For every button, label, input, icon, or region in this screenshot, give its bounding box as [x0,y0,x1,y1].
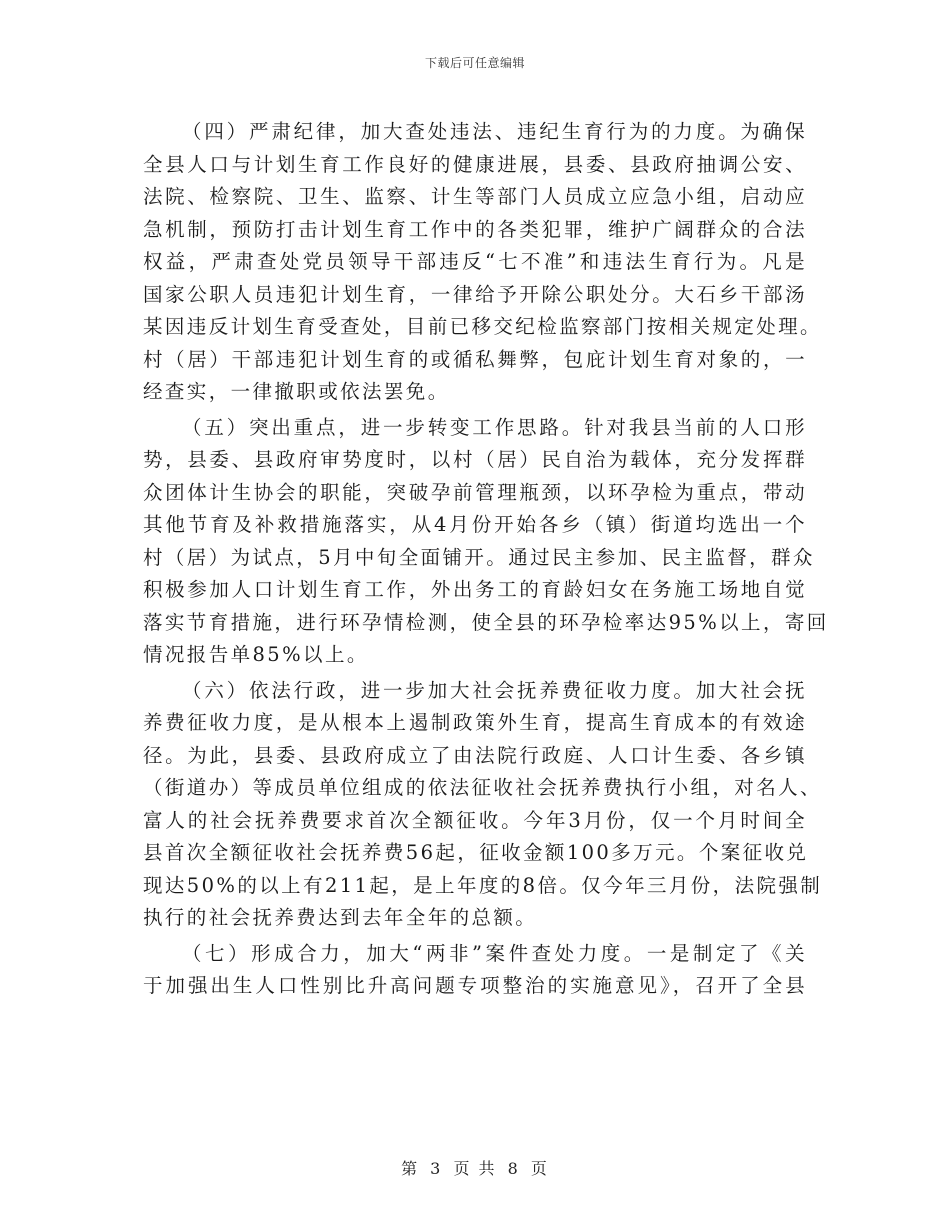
text-line: 县首次全额征收社会抚养费56起，征收金额100多万元。个案征收兑 [143,841,809,864]
total-pages: 8 [507,1159,520,1178]
text-line: （七）形成合力，加大“两非”案件查处力度。一是制定了《关 [182,941,807,965]
text-line: 村（居）干部违犯计划生育的或循私舞弊，包庇计划生育对象的，一 [143,347,807,371]
paragraph-5 [143,412,829,675]
text-line: 积极参加人口计划生育工作，外出务工的育龄妇女在务施工场地自觉 [143,578,807,601]
text-line: 情况报告单85%以上。 [143,643,369,666]
document-body [143,116,829,1006]
text-line: 国家公职人员违犯计划生育，一律给予开除公职处分。大石乡干部汤 [143,282,807,306]
text-line: 法院、检察院、卫生、监察、计生等部门人员成立应急小组，启动应 [143,185,807,208]
text-line: 富人的社会抚养费要求首次全额征收。今年3月份，仅一个月时间全 [143,808,807,832]
text-line: 其他节育及补救措施落实，从4月份开始各乡（镇）街道均选出一个 [143,513,807,536]
text-line: 某因违反计划生育受查处，目前已移交纪检监察部门按相关规定处理。 [143,315,822,338]
footer-suffix: 页 [530,1159,549,1178]
text-line: （街道办）等成员单位组成的依法征收社会抚养费执行小组，对名人、 [143,776,822,799]
footer-mid: 页 共 [453,1159,497,1178]
footer-prefix: 第 [401,1159,420,1178]
page-footer [0,1156,950,1179]
text-line: 径。为此，县委、县政府成立了由法院行政庭、人口计生委、各乡镇 [143,743,807,767]
text-line: 众团体计生协会的职能，突破孕前管理瓶颈，以环孕检为重点，带动 [143,480,807,504]
paragraph-4 [143,116,822,412]
text-line: 执行的社会抚养费达到去年全年的总额。 [143,906,538,929]
paragraph-6 [143,675,823,938]
text-line: 势，县委、县政府审势度时，以村（居）民自治为载体，充分发挥群 [143,448,807,471]
text-line: 急机制，预防打击计划生育工作中的各类犯罪，维护广阔群众的合法 [143,217,807,241]
text-line: 经查实，一律撤职或依法罢免。 [143,380,450,403]
text-line: 于加强出生人口性别比升高问题专项整治的实施意见》，召开了全县 [143,974,807,997]
text-line: 全县人口与计划生育工作良好的健康进展，县委、县政府抽调公安、 [143,152,807,176]
text-line: 养费征收力度，是从根本上遏制政策外生育，提高生育成本的有效途 [143,711,807,734]
text-line: （五）突出重点，进一步转变工作思路。针对我县当前的人口形 [182,415,807,439]
text-line: 村（居）为试点，5月中旬全面铺开。通过民主参加、民主监督，群众 [143,545,815,569]
text-line: （六）依法行政，进一步加大社会抚养费征收力度。加大社会抚 [182,678,807,702]
text-line: 权益，严肃查处党员领导干部违反“七不准”和违法生育行为。凡是 [143,250,807,273]
page-number: 3 [430,1159,443,1178]
text-line: 现达50%的以上有211起，是上年度的8倍。仅今年三月份，法院强制 [143,873,823,897]
paragraph-7 [143,938,807,1006]
header-note: 下载后可任意编辑 [424,56,525,70]
text-line: 落实节育措施，进行环孕情检测，使全县的环孕检率达95%以上，寄回 [143,610,829,634]
text-line: （四）严肃纪律，加大查处违法、违纪生育行为的力度。为确保 [182,120,807,143]
